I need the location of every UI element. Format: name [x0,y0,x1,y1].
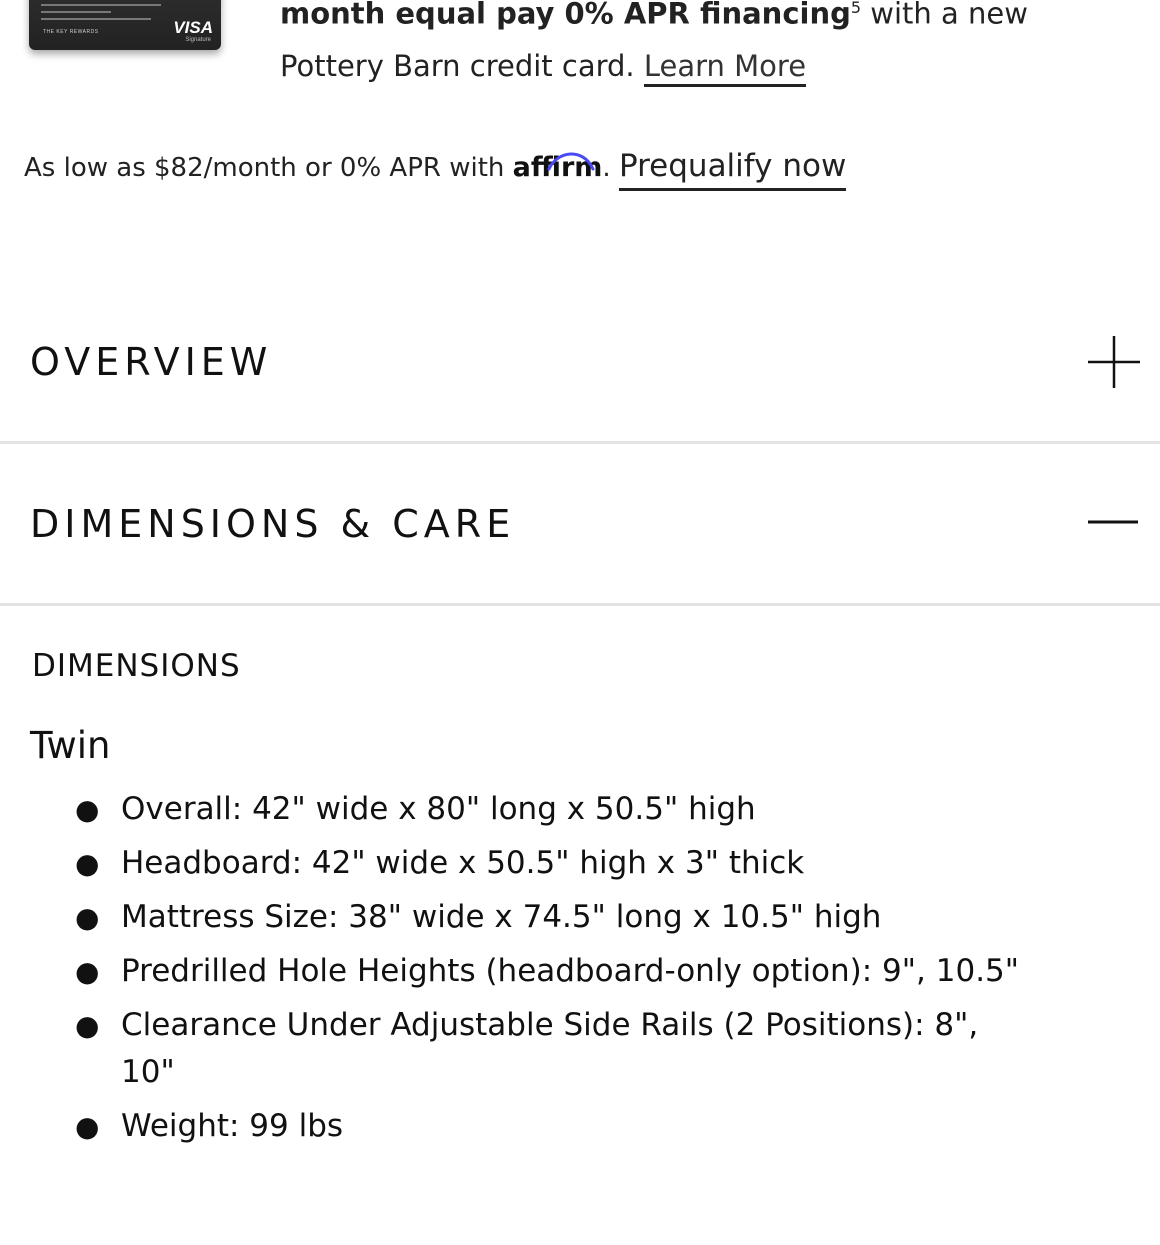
list-item [0,840,1040,887]
dimensions-heading: DIMENSIONS [32,648,241,684]
list-item-text: Weight: 99 lbs [121,1108,344,1144]
card-text-line [41,4,161,6]
list-item-text: Overall: 42" wide x 80" long x 50.5" high [121,791,756,827]
list-item [0,786,1040,833]
list-item-text: Mattress Size: 38" wide x 74.5" long x 10.5" high [121,899,882,935]
list-item [0,894,1040,941]
list-item-text: Headboard: 42" wide x 50.5" high x 3" thick [121,845,805,881]
dimensions-care-title: DIMENSIONS & CARE [30,502,516,546]
list-item-text: Clearance Under Adjustable Side Rails (2 Positions): 8", 10" [121,1007,979,1090]
overview-accordion-header[interactable] [0,310,1160,410]
bullet-icon: ● [75,1009,100,1042]
accordion-divider [0,441,1160,444]
visa-logo: VISA [173,18,213,37]
bullet-icon: ● [75,955,100,988]
card-rewards-text: THE KEY REWARDS [43,29,99,35]
overview-title: OVERVIEW [30,340,273,384]
bullet-icon: ● [75,1110,100,1143]
affirm-suffix: . [602,153,611,183]
plus-icon[interactable] [1088,336,1140,388]
list-item [0,1103,1040,1150]
affirm-logo-text: affirm [512,152,603,183]
size-name: Twin [30,724,111,767]
bullet-icon: ● [75,793,100,826]
dimensions-care-accordion-header[interactable] [0,472,1160,572]
promo-text: with a new Pottery Barn credit card. [280,0,1028,83]
affirm-prefix-text: As low as $82/month or 0% APR with [24,153,513,183]
prequalify-link[interactable]: Prequalify now [619,148,846,191]
dimensions-list [0,786,1040,1157]
list-item [0,1002,1040,1096]
affirm-financing-row [24,148,846,184]
bullet-icon: ● [75,901,100,934]
list-item [0,948,1040,995]
bullet-icon: ● [75,847,100,880]
card-tier-text: Signature [185,37,211,43]
promo-bold-text: month equal pay 0% APR financing [280,0,851,31]
promo-footnote-mark: 5 [850,0,862,17]
affirm-arc-icon [545,149,597,171]
credit-card-image [29,0,221,50]
list-item-text: Predrilled Hole Heights (headboard-only option): 9", 10.5" [121,953,1020,989]
affirm-logo [513,152,603,183]
card-text-line [41,11,111,13]
minus-icon[interactable] [1088,496,1140,548]
accordion-divider [0,603,1160,606]
financing-promo [280,0,1120,92]
learn-more-link[interactable]: Learn More [644,49,806,87]
card-text-line [41,18,151,20]
